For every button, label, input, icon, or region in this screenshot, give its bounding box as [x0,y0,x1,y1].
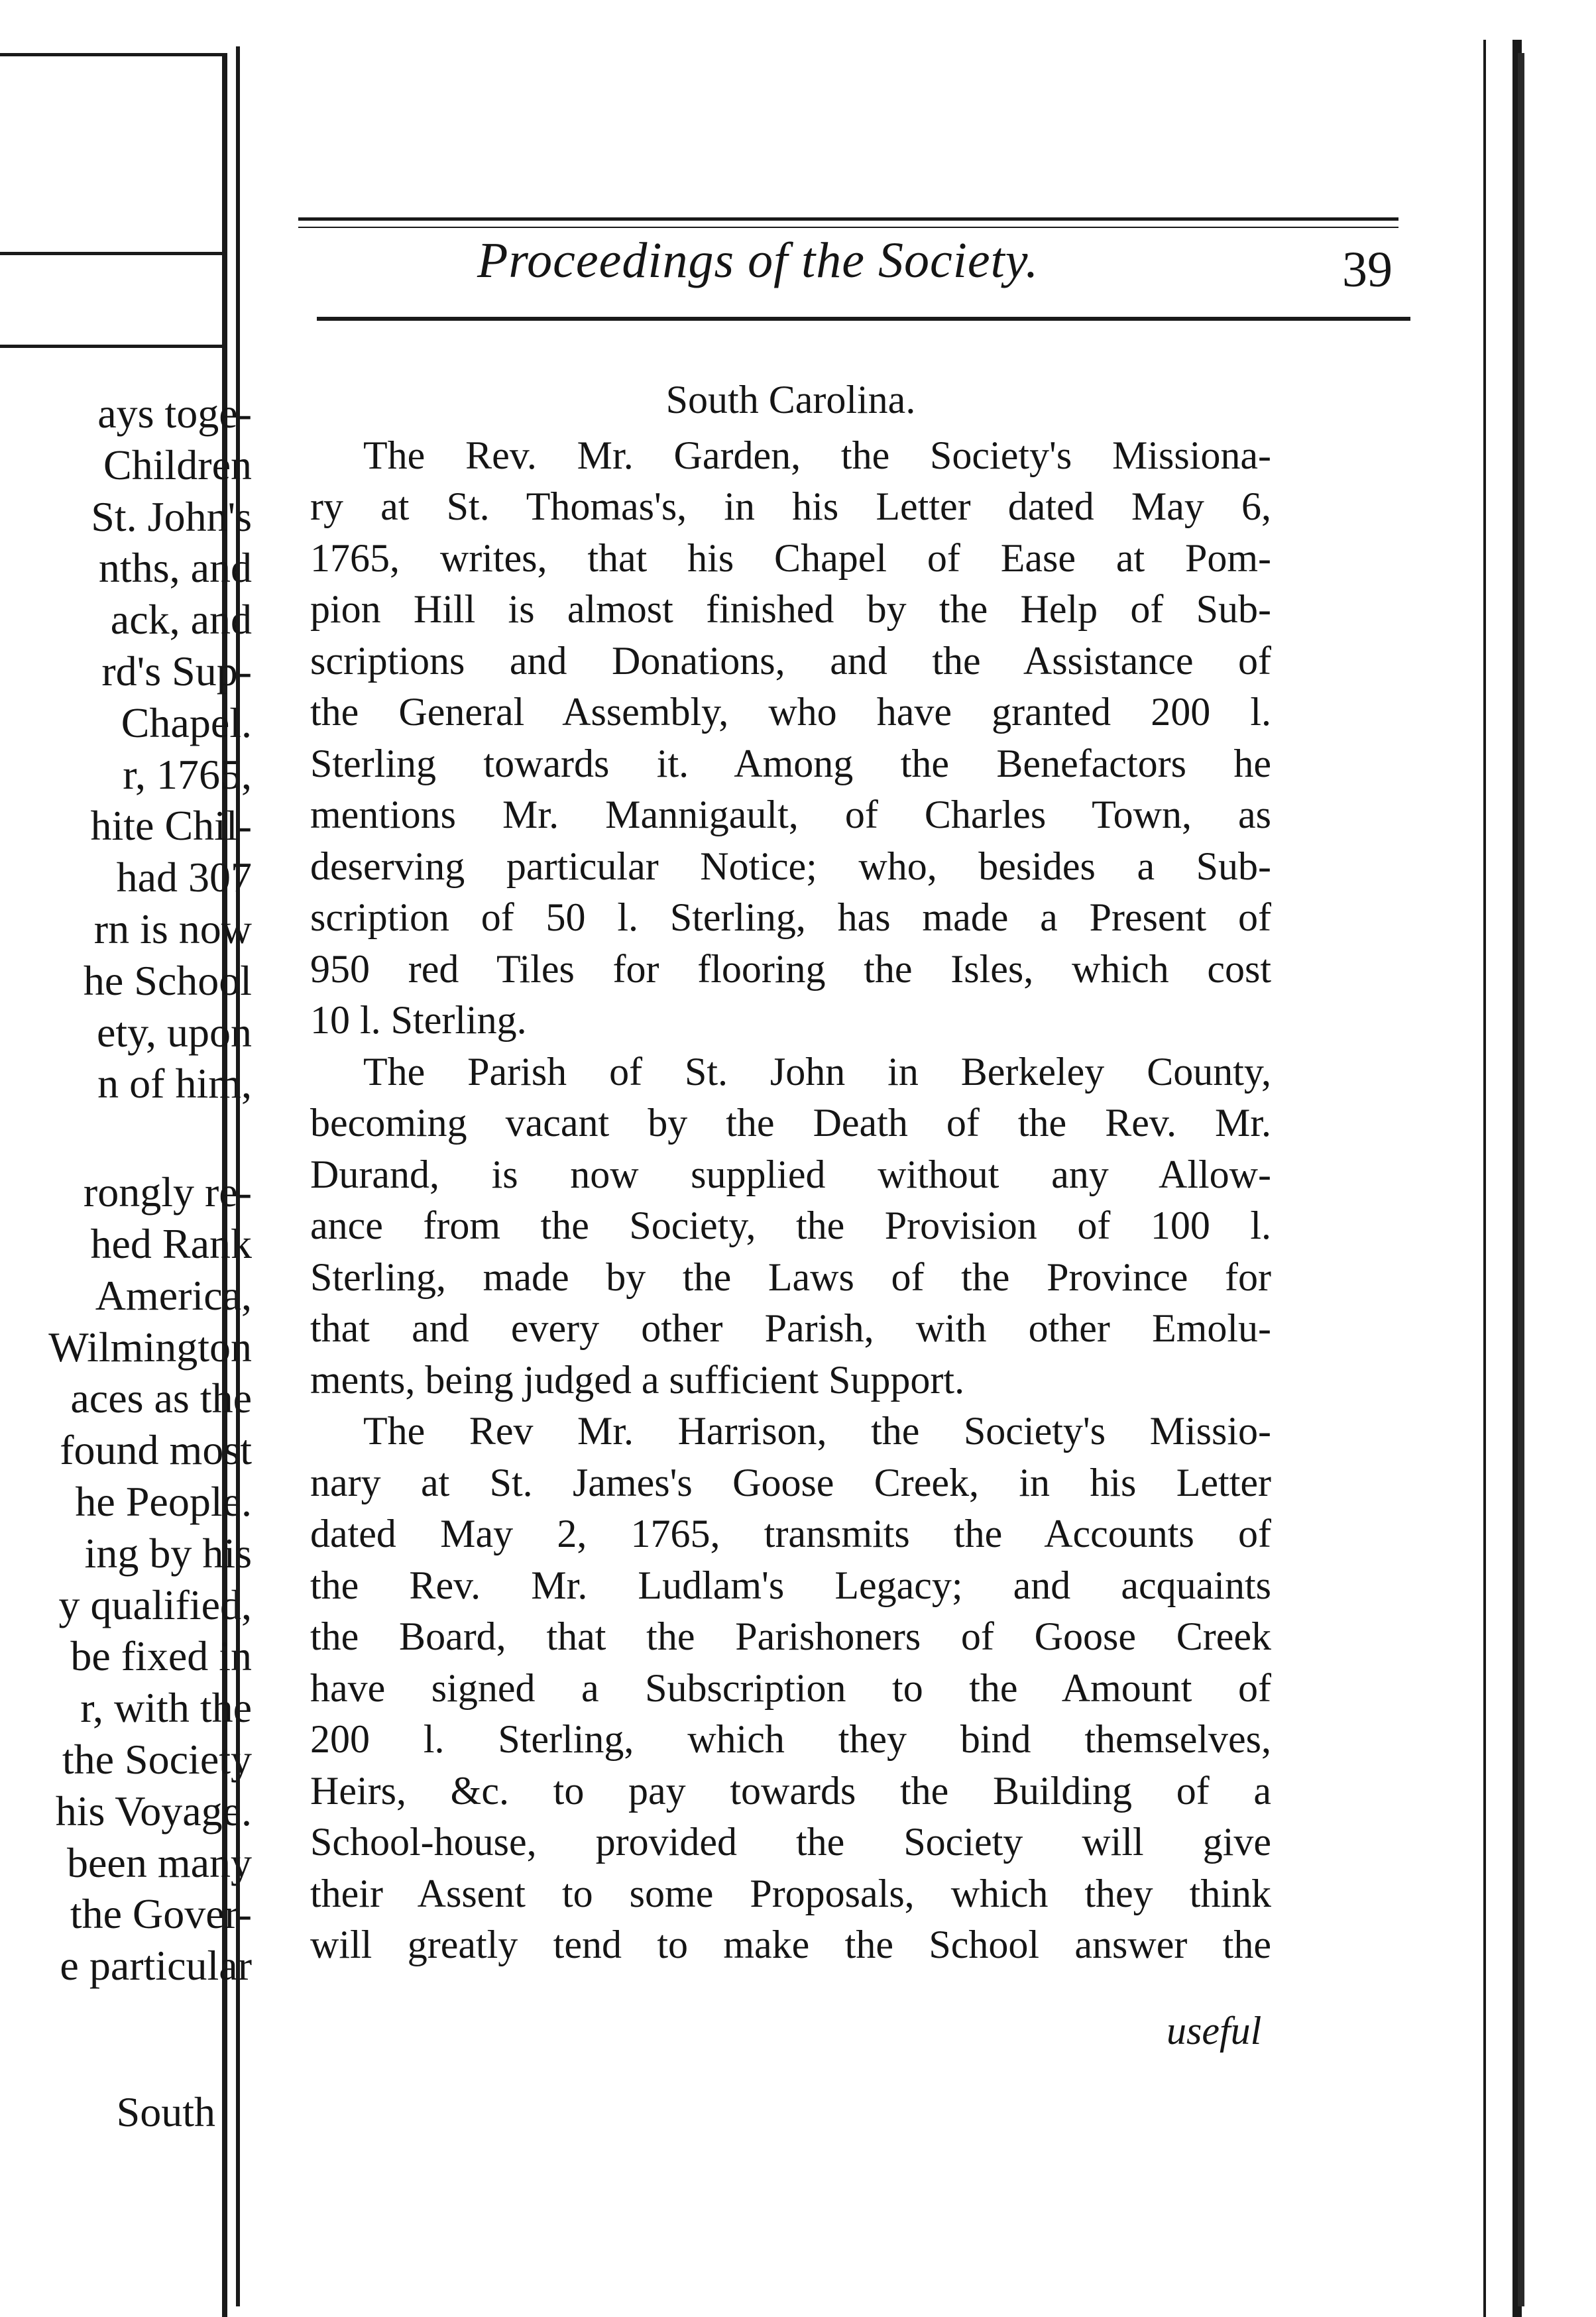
left-page-line: Wilmington [48,1323,252,1371]
page-number: 39 [1342,242,1393,298]
left-page-text [0,388,252,1992]
text-line: nary at St. James's Goose Creek, in his Letter [310,1460,1271,1504]
header-top-rule [298,217,1398,221]
text-line: the Rev. Mr. Ludlam's Legacy; and acquaints [310,1563,1271,1607]
left-page-line: rn is now [93,905,252,952]
text-line: Durand, is now supplied without any Allow- [310,1152,1271,1196]
text-line: Heirs, &c. to pay towards the Building of a [310,1768,1271,1813]
left-page-line: hed Rank [90,1219,252,1267]
text-line: The Parish of St. John in Berkeley County, [363,1049,1271,1094]
section-heading: South Carolina. [665,378,916,422]
page-edge-inner [1518,53,1524,2306]
text-line: The Rev. Mr. Garden, the Society's Missiona- [363,433,1271,477]
left-page-line: Children [103,441,252,488]
left-page-line: had 307 [116,854,252,901]
left-page-line: been many [67,1838,252,1886]
left-page-line: y qualified, [58,1581,252,1628]
main-text [310,374,1271,1971]
text-line: scription of 50 l. Sterling, has made a Present of [310,895,1271,939]
text-line: Sterling towards it. Among the Benefactors he [310,741,1271,785]
text-line: The Rev Mr. Harrison, the Society's Missio- [363,1409,1271,1453]
catchword: useful [1167,2009,1262,2053]
text-line: the Board, that the Parishoners of Goose Creek [310,1614,1271,1658]
text-line: 950 red Tiles for flooring the Isles, which cost [310,946,1271,991]
text-line: 10 l. Sterling. [310,998,527,1042]
left-page-line: e particular [60,1942,252,1990]
text-line: School-house, provided the Society will give [310,1820,1271,1864]
text-line: dated May 2, 1765, transmits the Accounts of [310,1512,1271,1555]
left-page-line: America, [95,1271,252,1319]
left-header-rule-lower [0,345,222,348]
text-line: that and every other Parish, with other Emolu- [310,1306,1271,1350]
left-page-line: he People. [75,1477,252,1525]
left-page-line: ety, upon [96,1008,252,1056]
text-line: will greatly tend to make the School answer the [310,1923,1271,1966]
left-page-line: the Gover- [70,1890,252,1938]
left-page-line: hite Chil- [90,802,252,850]
left-page-line: be fixed in [70,1632,252,1680]
left-page-line: ack, and [110,596,252,644]
paragraph-lines [310,430,1271,1971]
text-line: becoming vacant by the Death of the Rev. Mr. [310,1101,1271,1145]
left-page-line: aces as the [70,1375,252,1422]
text-line: mentions Mr. Mannigault, of Charles Town, as [310,793,1271,836]
left-top-rule [0,53,222,56]
left-header-rule [0,252,222,255]
left-page-line: r, 1765, [123,750,252,798]
left-page-line: he School [83,956,252,1004]
left-page-line: ing by his [84,1529,252,1577]
left-page-line: Chapel. [121,699,252,746]
text-line: ments, being judged a sufficient Support. [310,1357,965,1402]
text-line: have signed a Subscription to the Amount of [310,1666,1271,1710]
header-bottom-rule [317,317,1410,321]
text-line: scriptions and Donations, and the Assistance of [310,638,1271,683]
text-line: the General Assembly, who have granted 200 l. [310,690,1271,734]
left-page-line: n of him, [97,1060,252,1107]
text-line: 200 l. Sterling, which they bind themselves, [310,1717,1271,1761]
left-page-line: rd's Sup- [101,647,252,695]
text-line: deserving particular Notice; who, besides a Sub- [310,844,1271,888]
running-title: Proceedings of the Society. [477,233,1039,288]
header-top-rule-thin [298,227,1398,228]
left-page-line: nths, and [98,544,252,592]
text-line: Sterling, made by the Laws of the Province for [310,1255,1271,1299]
text-line: 1765, writes, that his Chapel of Ease at Pom- [310,536,1271,580]
left-page-line: found most [60,1426,252,1474]
left-facing-page [0,53,252,2317]
text-line: their Assent to some Proposals, which they think [310,1871,1271,1915]
text-line: ry at St. Thomas's, in his Letter dated May 6, [310,484,1271,528]
left-page-line: St. John's [91,492,252,540]
left-page-line: the Society [62,1735,252,1783]
left-page-line: his Voyage. [55,1787,252,1835]
left-page-line: r, with the [80,1684,252,1732]
text-line: pion Hill is almost finished by the Help of Sub- [310,587,1271,631]
page-edge [1483,40,1522,2317]
text-line: ance from the Society, the Provision of 100 l. [310,1204,1271,1247]
left-page-gap [0,1109,252,1166]
left-page-line: rongly re- [83,1168,252,1216]
left-page-line: ays toge- [97,390,252,437]
left-catchword: South [116,2088,215,2135]
